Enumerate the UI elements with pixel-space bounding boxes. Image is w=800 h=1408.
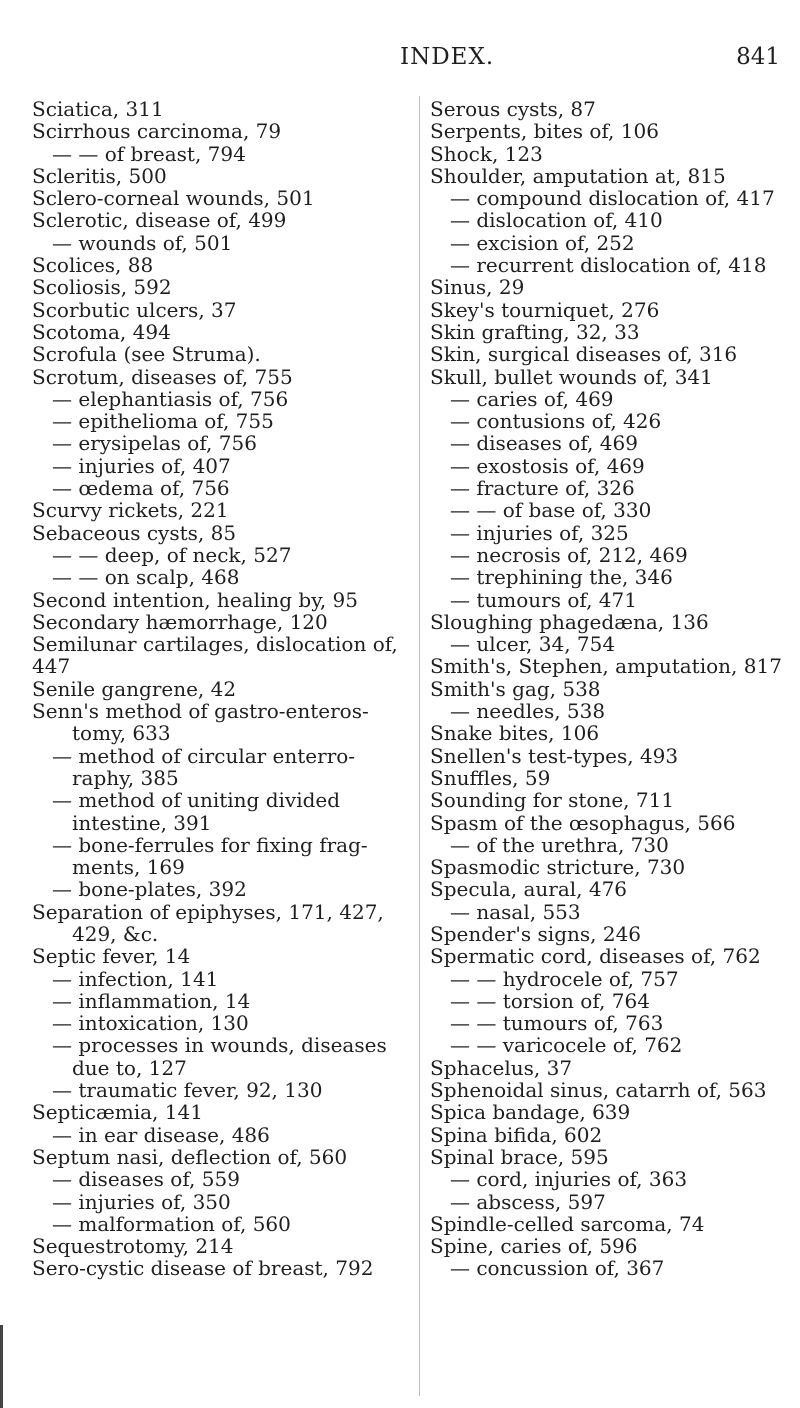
index-entry: Sero-cystic disease of breast, 792: [32, 1256, 374, 1281]
index-entry: Shock, 123: [430, 141, 543, 166]
index-entry: — inflammation, 14: [52, 988, 251, 1013]
index-entry: intestine, 391: [72, 810, 212, 835]
index-entry: — œdema of, 756: [52, 476, 230, 501]
page-edge-mark: [0, 1325, 3, 1408]
index-entry: — — varicocele of, 762: [450, 1033, 683, 1058]
index-entry: raphy, 385: [72, 765, 179, 790]
index-entry: — — on scalp, 468: [52, 565, 240, 590]
index-entry: — recurrent dislocation of, 418: [450, 253, 767, 278]
index-column-right: [430, 98, 795, 1280]
index-entry: — diseases of, 559: [52, 1167, 240, 1192]
index-entry: — necrosis of, 212, 469: [450, 542, 688, 567]
index-entry: Septicæmia, 141: [32, 1100, 203, 1125]
index-entry: — nasal, 553: [450, 899, 581, 924]
index-entry: Scorbutic ulcers, 37: [32, 297, 237, 322]
index-entry: tomy, 633: [72, 721, 171, 746]
index-entry: Scrofula (see Struma).: [32, 342, 261, 367]
index-entry: — tumours of, 471: [450, 587, 637, 612]
index-entry: — epithelioma of, 755: [52, 409, 274, 434]
index-entry: — elephantiasis of, 756: [52, 386, 289, 411]
index-entry: — — torsion of, 764: [450, 988, 650, 1013]
index-entry: — injuries of, 325: [450, 520, 629, 545]
index-entry: Spender's signs, 246: [430, 921, 642, 946]
index-entry: Sciatica, 311: [32, 97, 164, 121]
index-entry: Skey's tourniquet, 276: [430, 297, 660, 322]
index-entry: Scleritis, 500: [32, 163, 167, 188]
index-entry: Spasm of the œsophagus, 566: [430, 810, 736, 835]
index-entry: Smith's gag, 538: [430, 676, 601, 701]
index-entry: Scirrhous carcinoma, 79: [32, 119, 282, 144]
index-entry: Spica bandage, 639: [430, 1100, 631, 1125]
index-entry: Snake bites, 106: [430, 721, 600, 746]
index-entry: Smith's, Stephen, amputation, 817: [430, 654, 782, 679]
index-entry: — needles, 538: [450, 699, 606, 724]
index-entry: due to, 127: [72, 1055, 187, 1080]
index-entry: — cord, injuries of, 363: [450, 1167, 688, 1192]
index-entry: Spine, caries of, 596: [430, 1234, 638, 1259]
index-entry: — — deep, of neck, 527: [52, 542, 292, 567]
index-entry: Spinal brace, 595: [430, 1144, 609, 1169]
index-entry: Sebaceous cysts, 85: [32, 520, 237, 545]
index-entry: Snellen's test-types, 493: [430, 743, 679, 768]
index-entry: — erysipelas of, 756: [52, 431, 257, 456]
index-entry: Scotoma, 494: [32, 319, 171, 344]
index-entry: Semilunar cartilages, dislocation of,: [32, 632, 398, 657]
index-entry: Sounding for stone, 711: [430, 788, 675, 813]
page-number: 841: [736, 44, 780, 70]
index-entry: — malformation of, 560: [52, 1211, 291, 1236]
index-entry: Sclero-corneal wounds, 501: [32, 186, 315, 211]
index-entry: — injuries of, 407: [52, 453, 231, 478]
index-column-left: [32, 98, 417, 1280]
index-entry: — exostosis of, 469: [450, 453, 645, 478]
index-entry: Serpents, bites of, 106: [430, 119, 659, 144]
index-entry: — in ear disease, 486: [52, 1122, 270, 1147]
index-entry: — — tumours of, 763: [450, 1011, 664, 1036]
index-entry: — bone-ferrules for fixing frag-: [52, 832, 368, 857]
index-entry: — trephining the, 346: [450, 565, 673, 590]
index-entry: Separation of epiphyses, 171, 427,: [32, 899, 384, 924]
index-entry: Sphacelus, 37: [430, 1055, 573, 1080]
index-entry: — — hydrocele of, 757: [450, 966, 679, 991]
index-entry: — intoxication, 130: [52, 1011, 249, 1036]
index-entry: — — of base of, 330: [450, 498, 652, 523]
index-entry: — fracture of, 326: [450, 476, 635, 501]
index-entry: — caries of, 469: [450, 386, 614, 411]
index-entry: — contusions of, 426: [450, 409, 662, 434]
index-entry: Septum nasi, deflection of, 560: [32, 1144, 348, 1169]
index-entry: — excision of, 252: [450, 230, 635, 255]
index-entry: Spindle-celled sarcoma, 74: [430, 1211, 705, 1236]
index-entry: Senn's method of gastro-enteros-: [32, 699, 369, 724]
index-entry: Sloughing phagedæna, 136: [430, 609, 709, 634]
index-entry: — method of circular enterro-: [52, 743, 356, 768]
index-entry: Snuffles, 59: [430, 765, 551, 790]
index-entry: Scoliosis, 592: [32, 275, 172, 300]
page-header: [0, 44, 800, 84]
index-entry: — bone-plates, 392: [52, 877, 247, 902]
index-entry: 429, &c.: [72, 921, 159, 946]
index-entry: Sinus, 29: [430, 275, 525, 300]
index-entry: — concussion of, 367: [450, 1256, 665, 1281]
index-entry: Sclerotic, disease of, 499: [32, 208, 287, 233]
index-entry: Sphenoidal sinus, catarrh of, 563: [430, 1078, 767, 1103]
index-entry: Sequestrotomy, 214: [32, 1234, 234, 1259]
index-entry: — injuries of, 350: [52, 1189, 231, 1214]
index-entry: — method of uniting divided: [52, 788, 341, 813]
index-entry: Senile gangrene, 42: [32, 676, 237, 701]
index-entry: Skin, surgical diseases of, 316: [430, 342, 738, 367]
index-entry: Spina bifida, 602: [430, 1122, 603, 1147]
index-entry: — wounds of, 501: [52, 230, 233, 255]
page-title: INDEX.: [400, 44, 495, 70]
index-entry: — abscess, 597: [450, 1189, 606, 1214]
index-entry: Specula, aural, 476: [430, 877, 628, 902]
index-entry: Serous cysts, 87: [430, 97, 596, 121]
index-entry: Second intention, healing by, 95: [32, 587, 359, 612]
index-entry: Scolices, 88: [32, 253, 154, 278]
index-entry: Scurvy rickets, 221: [32, 498, 229, 523]
index-entry: Septic fever, 14: [32, 944, 191, 969]
index-entry: ments, 169: [72, 855, 185, 880]
index-entry: Spermatic cord, diseases of, 762: [430, 944, 761, 969]
index-entry: — compound dislocation of, 417: [450, 186, 775, 211]
column-divider: [419, 96, 420, 1396]
index-entry: Shoulder, amputation at, 815: [430, 163, 726, 188]
index-entry: — dislocation of, 410: [450, 208, 663, 233]
index-entry: Spasmodic stricture, 730: [430, 855, 686, 880]
index-entry: Scrotum, diseases of, 755: [32, 364, 293, 389]
index-entry: — of the urethra, 730: [450, 832, 669, 857]
index-entry: — traumatic fever, 92, 130: [52, 1078, 323, 1103]
index-entry: — processes in wounds, diseases: [52, 1033, 387, 1058]
index-entry: — diseases of, 469: [450, 431, 638, 456]
index-entry: — — of breast, 794: [52, 141, 246, 166]
index-entry: Skin grafting, 32, 33: [430, 319, 640, 344]
index-entry: Skull, bullet wounds of, 341: [430, 364, 713, 389]
index-entry: 447: [32, 654, 71, 679]
index-entry: — infection, 141: [52, 966, 219, 991]
index-entry: Secondary hæmorrhage, 120: [32, 609, 328, 634]
index-entry: — ulcer, 34, 754: [450, 632, 616, 657]
